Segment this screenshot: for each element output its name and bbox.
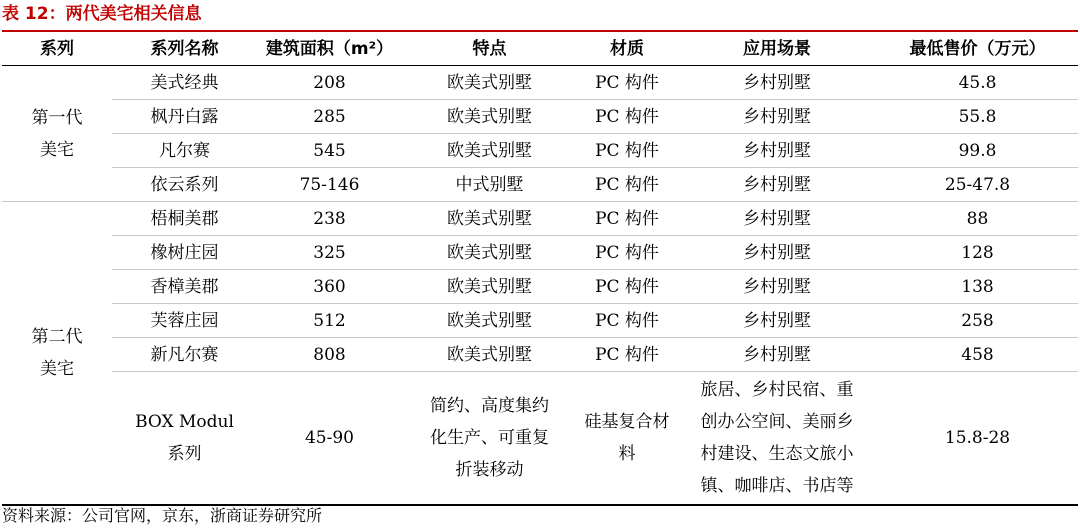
cell-feature: 欧美式别墅 [402,100,577,134]
table-row [2,304,1078,338]
cell-material: PC 构件 [577,66,677,100]
generation-label-line: 第一代 [31,107,83,128]
cell-name: 香樟美郡 [112,270,257,304]
cell-price: 15.8-28 [877,372,1078,506]
cell-name: 梧桐美郡 [112,202,257,236]
cell-feature: 欧美式别墅 [402,236,577,270]
cell-area: 285 [257,100,402,134]
cell-name: 美式经典 [112,66,257,100]
cell-area: 75-146 [257,168,402,202]
cell-scene [677,372,877,506]
generation-label-line: 美宅 [40,359,74,379]
cell-feature [402,372,577,506]
cell-line: 创办公空间、美丽乡 [700,412,854,432]
cell-name: 依云系列 [112,168,257,202]
cell-area: 325 [257,236,402,270]
product-table [2,32,1078,506]
cell-material: PC 构件 [577,134,677,168]
cell-scene: 乡村别墅 [677,100,877,134]
cell-price: 88 [877,202,1078,236]
cell-material: PC 构件 [577,202,677,236]
header-area: 建筑面积（m²） [257,32,402,66]
cell-scene: 乡村别墅 [677,202,877,236]
cell-scene: 乡村别墅 [677,134,877,168]
cell-price: 138 [877,270,1078,304]
table-row [2,100,1078,134]
cell-area: 545 [257,134,402,168]
cell-material [577,372,677,506]
table-row-box [2,372,1078,506]
cell-name: 枫丹白露 [112,100,257,134]
cell-line: 旅居、乡村民宿、重 [700,380,854,400]
cell-material: PC 构件 [577,168,677,202]
table-row [2,134,1078,168]
source-note: 资料来源：公司官网，京东，浙商证券研究所 [2,506,323,525]
cell-feature: 欧美式别墅 [402,202,577,236]
cell-line: 折装移动 [455,460,524,480]
table-row [2,168,1078,202]
cell-line: 系列 [167,444,202,464]
cell-material: PC 构件 [577,338,677,372]
generation-label-line: 美宅 [40,139,74,160]
cell-line: 镇、咖啡店、书店等 [700,476,854,496]
header-scene: 应用场景 [677,32,877,66]
cell-feature: 欧美式别墅 [402,134,577,168]
cell-material: PC 构件 [577,100,677,134]
cell-line: 化生产、可重复 [430,428,549,448]
cell-feature: 欧美式别墅 [402,338,577,372]
cell-area: 360 [257,270,402,304]
cell-material: PC 构件 [577,236,677,270]
cell-scene: 乡村别墅 [677,66,877,100]
cell-line: 料 [618,444,636,464]
cell-scene: 乡村别墅 [677,168,877,202]
header-material: 材质 [577,32,677,66]
cell-scene: 乡村别墅 [677,338,877,372]
cell-name: 芙蓉庄园 [112,304,257,338]
cell-price: 55.8 [877,100,1078,134]
cell-feature: 中式别墅 [402,168,577,202]
cell-price: 25-47.8 [877,168,1078,202]
cell-name: 凡尔赛 [112,134,257,168]
cell-name: 新凡尔赛 [112,338,257,372]
cell-area: 808 [257,338,402,372]
cell-line: 简约、高度集约 [430,396,549,416]
cell-scene: 乡村别墅 [677,304,877,338]
cell-price: 458 [877,338,1078,372]
cell-feature: 欧美式别墅 [402,66,577,100]
cell-scene: 乡村别墅 [677,236,877,270]
cell-name: 橡树庄园 [112,236,257,270]
table-caption: 表 12：两代美宅相关信息 [2,4,202,24]
header-price: 最低售价（万元） [877,32,1078,66]
table-row [2,338,1078,372]
cell-material: PC 构件 [577,304,677,338]
header-series-name: 系列名称 [112,32,257,66]
cell-area: 512 [257,304,402,338]
cell-price: 45.8 [877,66,1078,100]
cell-price: 258 [877,304,1078,338]
table-header-row [2,32,1078,66]
cell-price: 99.8 [877,134,1078,168]
header-series: 系列 [2,32,112,66]
cell-name [112,372,257,506]
cell-feature: 欧美式别墅 [402,270,577,304]
cell-area: 208 [257,66,402,100]
generation-second [2,202,112,506]
generation-label-line: 第二代 [31,327,83,347]
cell-scene: 乡村别墅 [677,270,877,304]
table-row [2,236,1078,270]
cell-feature: 欧美式别墅 [402,304,577,338]
cell-line: 村建设、生态文旅小 [700,444,854,464]
generation-first [2,66,112,202]
cell-line: 硅基复合材 [584,412,670,432]
table-row [2,66,1078,100]
table-row [2,270,1078,304]
cell-price: 128 [877,236,1078,270]
header-feature: 特点 [402,32,577,66]
cell-line: BOX Modul [135,412,234,432]
cell-area: 238 [257,202,402,236]
cell-area: 45-90 [257,372,402,506]
table-row [2,202,1078,236]
cell-material: PC 构件 [577,270,677,304]
